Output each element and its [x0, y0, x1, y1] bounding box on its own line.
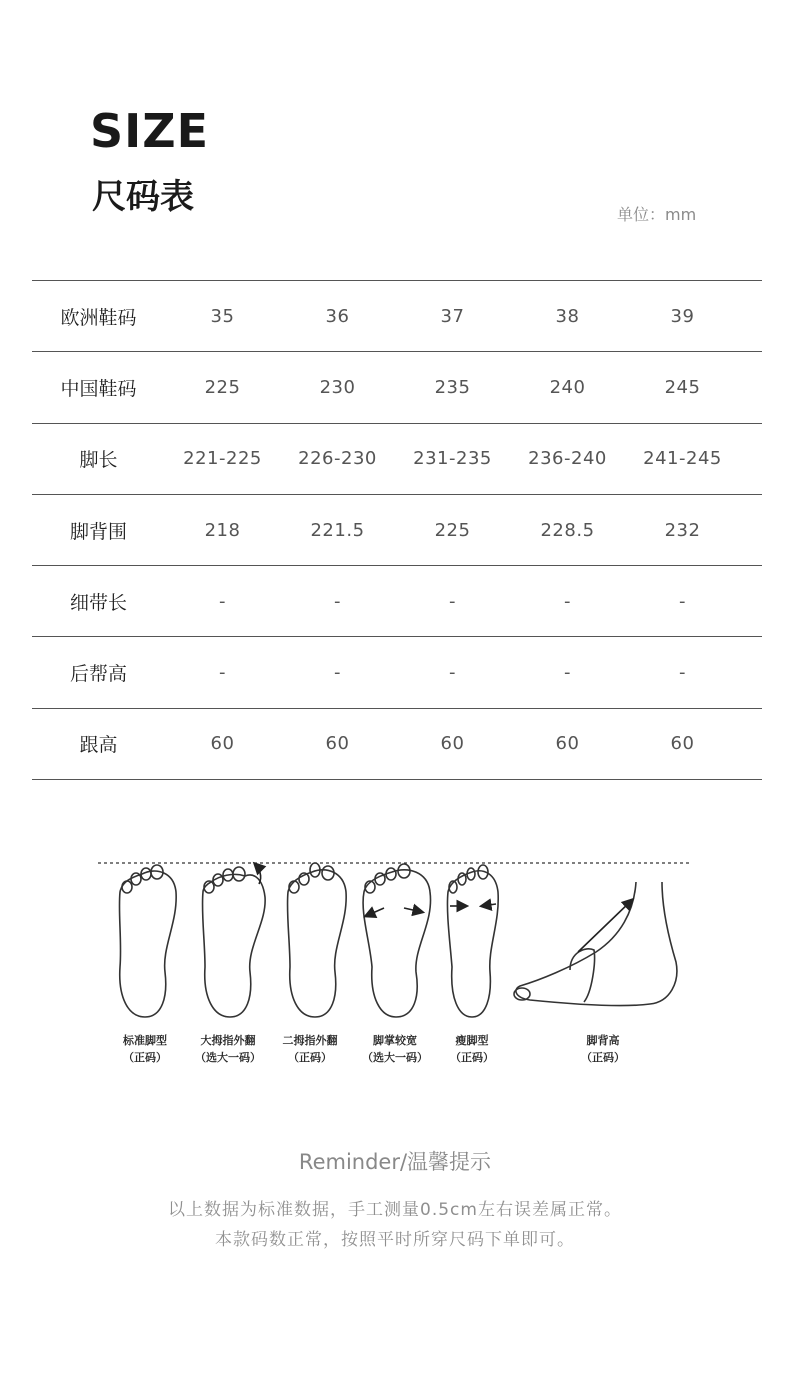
table-cell: 230: [319, 376, 356, 398]
table-cell: 60: [440, 733, 465, 755]
table-row: [32, 637, 762, 708]
standard-foot-icon: [119, 865, 176, 1017]
title-en: SIZE: [90, 104, 210, 158]
table-cell: 60: [325, 733, 350, 755]
table-cell: -: [564, 590, 571, 612]
table-row: [32, 566, 762, 637]
foot-type-advice: （正码）: [581, 1051, 625, 1064]
table-cell: 38: [555, 305, 580, 327]
table-row: [32, 352, 762, 423]
table-cell: -: [334, 590, 341, 612]
table-row: [32, 424, 762, 495]
title-cn: 尺码表: [92, 177, 194, 217]
table-cell: 225: [204, 376, 241, 398]
foot-type-advice: （选大一码）: [362, 1051, 428, 1064]
foot-type-name: 标准脚型: [123, 1034, 167, 1047]
table-cell: 39: [670, 305, 695, 327]
table-cell: 36: [325, 305, 350, 327]
foot-caption-big-toe: [183, 1032, 273, 1066]
table-cell: 241-245: [643, 448, 722, 470]
table-cell: -: [679, 590, 686, 612]
row-label: 后帮高: [69, 663, 127, 686]
foot-type-advice: （正码）: [288, 1051, 332, 1064]
table-row: [32, 709, 762, 780]
row-label: 跟高: [79, 734, 118, 757]
table-cell: 245: [664, 376, 701, 398]
table-cell: 226-230: [298, 448, 377, 470]
foot-type-advice: （正码）: [123, 1051, 167, 1064]
foot-type-name: 二拇指外翻: [282, 1034, 338, 1047]
slim-foot-icon: [447, 865, 498, 1017]
table-cell: 35: [210, 305, 235, 327]
table-cell: 218: [204, 519, 241, 541]
reminder-title: Reminder/温馨提示: [298, 1150, 492, 1174]
foot-caption-high-instep: [558, 1032, 648, 1066]
row-label: 脚背围: [69, 520, 127, 543]
table-cell: 60: [210, 733, 235, 755]
table-cell: 60: [555, 733, 580, 755]
size-table: [32, 280, 762, 780]
foot-type-name: 脚掌较宽: [373, 1034, 417, 1047]
foot-caption-slim: [427, 1032, 517, 1066]
foot-type-name: 瘦脚型: [455, 1034, 489, 1047]
reminder-line-2: 本款码数正常，按照平时所穿尺码下单即可。: [215, 1230, 575, 1250]
foot-caption-standard: [100, 1032, 190, 1066]
foot-caption-second-toe: [265, 1032, 355, 1066]
table-cell: -: [449, 590, 456, 612]
row-label: 脚长: [79, 449, 118, 472]
table-cell: -: [679, 662, 686, 684]
table-cell: 240: [549, 376, 586, 398]
table-cell: 231-235: [413, 448, 492, 470]
table-cell: -: [449, 662, 456, 684]
foot-type-advice: （选大一码）: [195, 1051, 261, 1064]
table-cell: 232: [664, 519, 701, 541]
table-row: [32, 281, 762, 352]
table-cell: -: [219, 590, 226, 612]
table-cell: -: [564, 662, 571, 684]
table-cell: 225: [434, 519, 471, 541]
row-label: 细带长: [69, 591, 127, 614]
table-cell: 221-225: [183, 448, 262, 470]
table-cell: 37: [440, 305, 465, 327]
unit-label: 单位：mm: [617, 205, 697, 224]
second-toe-valgus-foot-icon: [287, 863, 346, 1017]
table-cell: 236-240: [528, 448, 607, 470]
row-label: 欧洲鞋码: [60, 306, 137, 329]
foot-type-name: 脚背高: [586, 1034, 620, 1047]
foot-type-name: 大拇指外翻: [200, 1034, 256, 1047]
table-cell: 60: [670, 733, 695, 755]
table-cell: 221.5: [310, 519, 365, 541]
high-instep-foot-icon: [514, 882, 677, 1006]
wide-forefoot-icon: [363, 864, 430, 1017]
foot-type-advice: （正码）: [450, 1051, 494, 1064]
table-cell: 228.5: [540, 519, 595, 541]
foot-illustrations: [90, 852, 700, 1027]
table-cell: 235: [434, 376, 471, 398]
big-toe-valgus-foot-icon: [202, 864, 265, 1017]
reminder-line-1: 以上数据为标准数据，手工测量0.5cm左右误差属正常。: [168, 1200, 622, 1220]
row-label: 中国鞋码: [60, 377, 137, 400]
table-row: [32, 495, 762, 566]
table-cell: -: [334, 662, 341, 684]
table-cell: -: [219, 662, 226, 684]
foot-type-diagram: [90, 852, 700, 1072]
